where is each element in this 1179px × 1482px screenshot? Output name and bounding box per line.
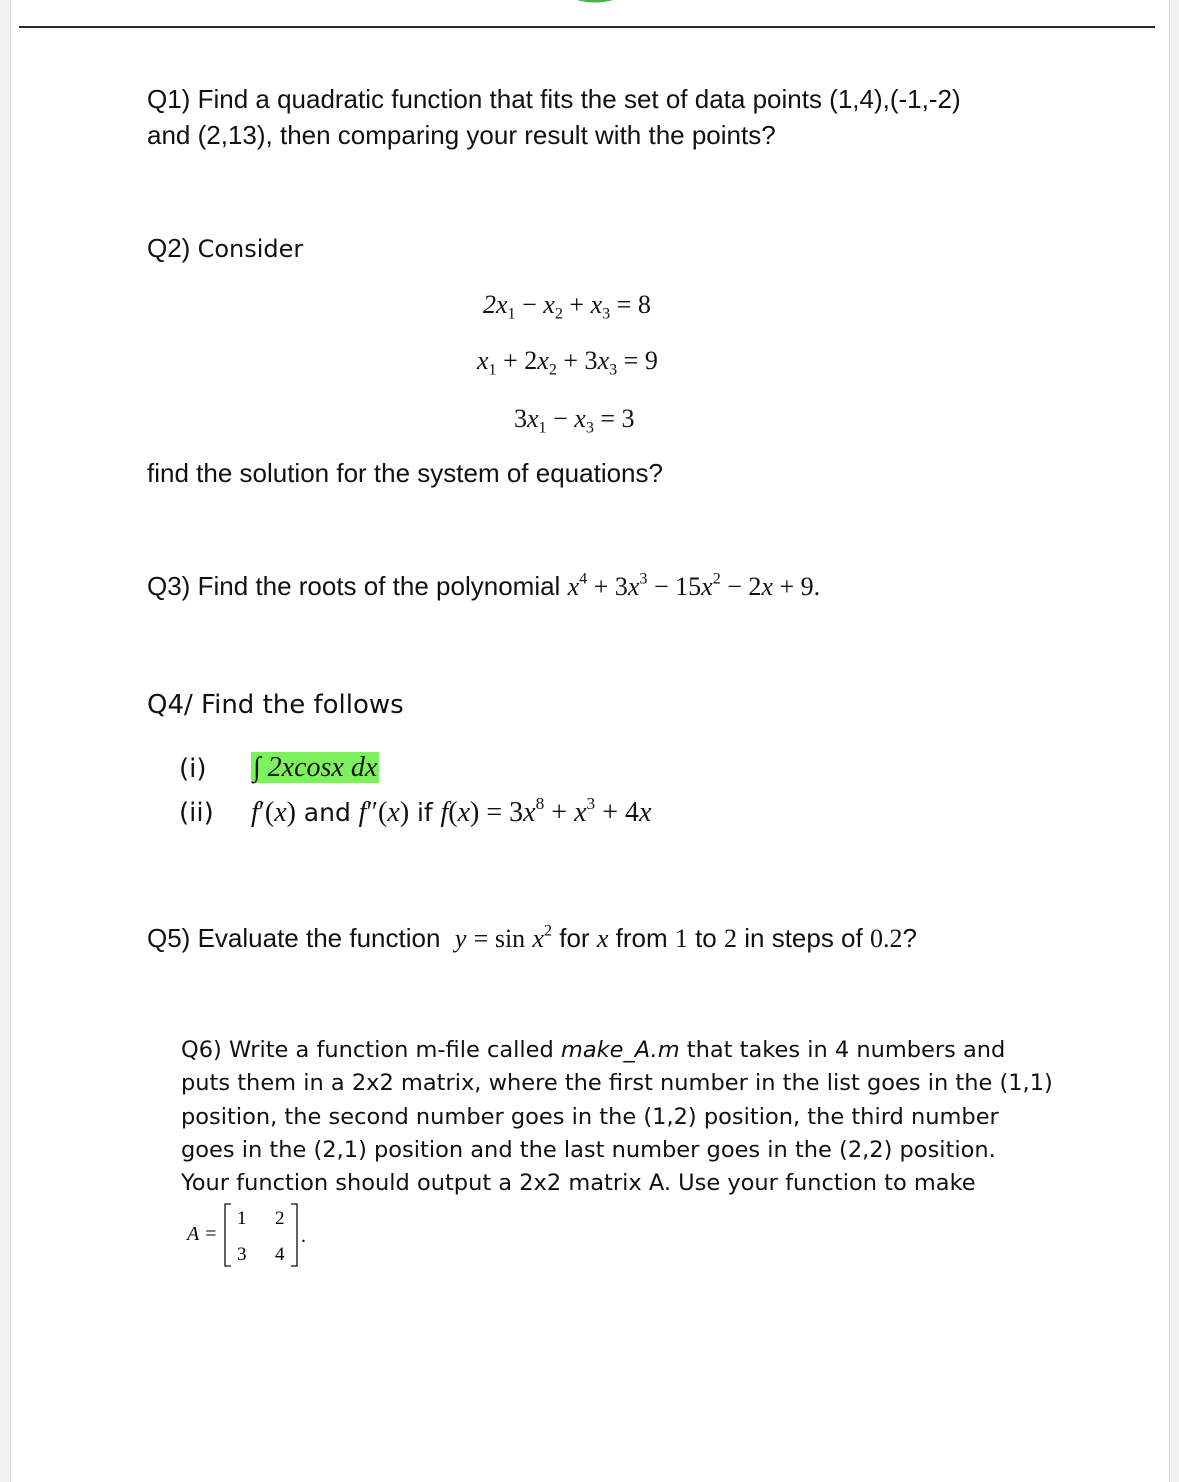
q4-item1-expr: ∫ 2xcosx dx (253, 752, 378, 783)
q2-intro: Consider (197, 235, 304, 263)
q3-polynomial: $x^4 + 3x^3 - 15x^2 - 2x + 9$. (567, 570, 821, 601)
q5-text1: Evaluate the function (197, 923, 441, 953)
matrix-cell-2-2: 4 (275, 1244, 285, 1265)
university-crest-icon (551, 0, 639, 6)
q4-item1-integral (251, 751, 379, 784)
q5-label: Q5) (147, 923, 191, 953)
q6-paragraph (181, 1034, 1061, 1200)
matrix-name: A = (187, 1223, 218, 1245)
q6-matrix-A (185, 1200, 325, 1270)
q1-line1 (147, 84, 961, 115)
q6-line4: goes in the (2,1) position and the last number goes in the (2,2) position. (181, 1136, 996, 1163)
q3-text: Find the roots of the polynomial (197, 571, 561, 601)
q3-line (147, 571, 820, 602)
q4-heading: Q4/ Find the follows (147, 690, 404, 720)
q2-equation-2: $x_1 + 2x_2 + 3x_3 = 9$ (477, 346, 658, 379)
q5-text5: in steps of (744, 923, 863, 953)
q5-text2: for (559, 923, 590, 953)
q2-equation-1: $2x_1 - x_2 + x_3 = 8$ (483, 290, 651, 323)
document-page (10, 0, 1170, 1482)
q6-line2: puts them in a 2x2 matrix, where the first number in the list goes in the (1,1) (181, 1070, 1053, 1097)
q3-label: Q3) (147, 571, 191, 601)
q1-text-line2: and (2,13), then comparing your result with the points? (147, 120, 776, 150)
q6-line5: Your function should output a 2x2 matrix A. Use your function to make (181, 1170, 976, 1197)
q1-label: Q1) (147, 84, 191, 114)
header-rule (19, 26, 1155, 28)
q2-equation-3: $3x_1 - x_3 = 3$ (514, 404, 635, 437)
q4-item2-expr: f′(x) and f″(x) if $f(x) = 3x^8 + x^3 + 4x$ (251, 793, 652, 828)
q2-outro: find the solution for the system of equations? (147, 458, 663, 488)
q2-label: Q2) (147, 233, 191, 263)
q2-heading (147, 233, 303, 264)
matrix-cell-2-1: 3 (237, 1244, 247, 1265)
q5-line: Q5) Evaluate the function $y = \sin x^2$ for x from 1 to 2 in steps of 0.2? (147, 922, 917, 953)
matrix-cell-1-2: 2 (275, 1208, 285, 1229)
q5-text3: from (615, 923, 668, 953)
q4-item1-label: (i) (179, 754, 207, 784)
q5-text4: to (695, 923, 717, 953)
q1-text-line1: Find a quadratic function that fits the set of data points (1,4),(-1,-2) (197, 84, 961, 114)
q4-item2-label: (ii) (179, 798, 214, 828)
q6-line3: position, the second number goes in the (1,2) position, the third number (181, 1103, 999, 1130)
q6-line1: Q6) Write a function m-file called make_A.m that takes in 4 numbers and (181, 1037, 1006, 1063)
matrix-cell-1-1: 1 (237, 1208, 247, 1229)
matrix-end: . (301, 1225, 306, 1247)
